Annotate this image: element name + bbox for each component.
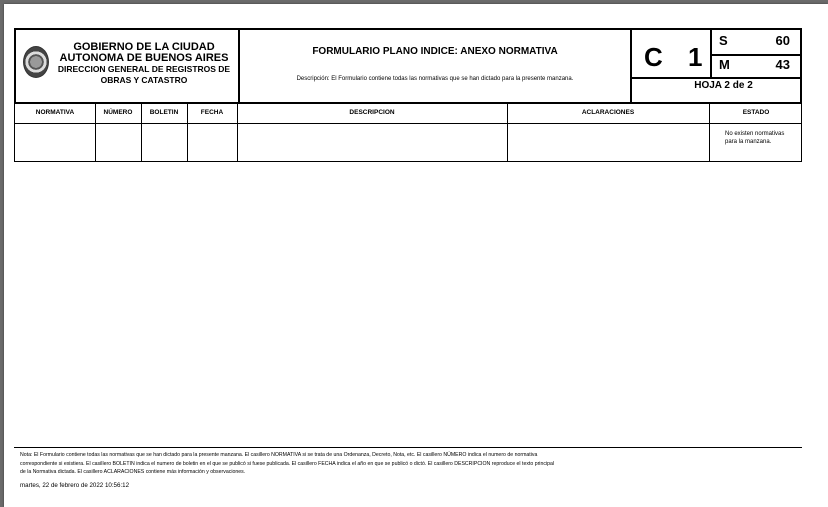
manzana-label: M bbox=[719, 57, 730, 72]
print-timestamp: martes, 22 de febrero de 2022 10:56:12 bbox=[20, 482, 130, 489]
column-header-boletin: BOLETIN bbox=[149, 109, 179, 116]
column-header-normativa: NORMATIVA bbox=[35, 109, 75, 116]
column-header-descripcion: DESCRIPCION bbox=[349, 109, 395, 116]
document-page bbox=[4, 4, 828, 507]
org-name-line1: GOBIERNO DE LA CIUDAD bbox=[73, 41, 215, 53]
column-header-numero: NÚMERO bbox=[103, 109, 133, 116]
circunscripcion-box bbox=[630, 30, 710, 102]
footer-divider bbox=[14, 447, 802, 448]
circunscripcion-number: 1 bbox=[688, 42, 703, 72]
seccion-row bbox=[711, 30, 800, 54]
column-header-fecha: FECHA bbox=[200, 109, 224, 116]
org-name-line2: AUTONOMA DE BUENOS AIRES bbox=[59, 52, 229, 64]
manzana-row bbox=[711, 54, 800, 78]
column-header-estado: ESTADO bbox=[742, 109, 770, 116]
column-header-aclaraciones: ACLARACIONES bbox=[581, 109, 635, 116]
sheet-number: HOJA 2 de 2 bbox=[694, 80, 753, 91]
org-dept-line1: DIRECCION GENERAL DE REGISTROS DE bbox=[57, 64, 231, 74]
circunscripcion-letter: C bbox=[644, 42, 663, 72]
footer-note: Nota: El Formulario contiene todas las normativas que se han dictado para la presente manzana. El casillero NORMATIVA si se trata de una Ordenanza, Decreto, Nota, etc. El casillero NÚMERO indica el numero de normativa correspondiente si existiera. El casillero BOLETIN indica el numero de boletin en el que se publicó si fuese publicada. El casillero FECHA indica el año en que se publicó o dictó. El casillero DESCRIPCION reproduce el texto principal de la Normativa dictada. El casillero ACLARACIONES contiene más información y observaciones. bbox=[20, 452, 555, 475]
seccion-value: 60 bbox=[775, 33, 790, 48]
form-header bbox=[14, 28, 802, 104]
city-seal-icon bbox=[23, 46, 49, 78]
estado-message: No existen normativas para la manzana. bbox=[725, 131, 785, 145]
org-dept-line2: OBRAS Y CATASTRO bbox=[100, 75, 188, 85]
form-title: FORMULARIO PLANO INDICE: ANEXO NORMATIVA bbox=[312, 46, 558, 57]
normativa-table bbox=[14, 103, 802, 162]
manzana-value: 43 bbox=[775, 57, 790, 72]
seccion-label: S bbox=[719, 33, 728, 48]
form-title-block bbox=[240, 30, 630, 102]
seccion-manzana-box bbox=[694, 30, 800, 102]
form-description: Descripción: El Formulario contiene todas las normativas que se han dictado para la presente manzana. bbox=[296, 76, 574, 82]
organization-block bbox=[16, 30, 238, 102]
